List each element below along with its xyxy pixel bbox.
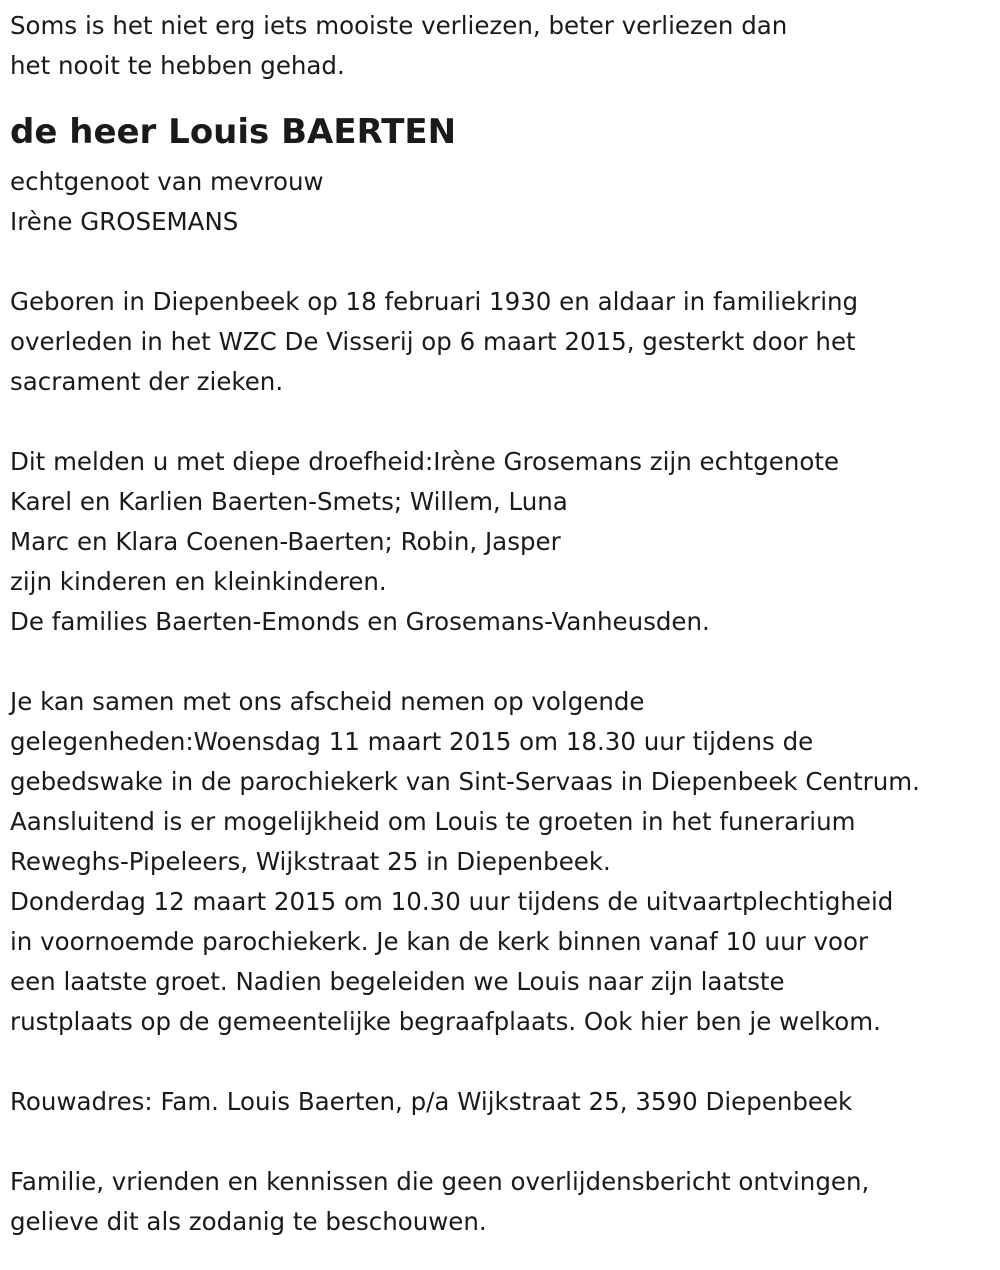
text-line: in voornoemde parochiekerk. Je kan de kerk binnen vanaf 10 uur voor <box>10 927 869 956</box>
quote-line: Soms is het niet erg iets mooiste verliezen, beter verliezen dan <box>10 11 788 40</box>
text-line: rustplaats op de gemeentelijke begraafplaats. Ook hier ben je welkom. <box>10 1007 881 1036</box>
text-line: gebedswake in de parochiekerk van Sint-Servaas in Diepenbeek Centrum. <box>10 767 920 796</box>
quote-line: het nooit te hebben gehad. <box>10 51 345 80</box>
text-line: overleden in het WZC De Visserij op 6 maart 2015, gesterkt door het <box>10 327 856 356</box>
spouse-line: echtgenoot van mevrouw <box>10 167 324 196</box>
ceremony-details <box>10 682 920 1042</box>
text-line: Aansluitend is er mogelijkheid om Louis te groeten in het funerarium <box>10 807 856 836</box>
text-line: sacrament der zieken. <box>10 367 284 396</box>
text-line: Karel en Karlien Baerten-Smets; Willem, Luna <box>10 487 568 516</box>
text-line: Marc en Klara Coenen-Baerten; Robin, Jasper <box>10 527 561 556</box>
text-line: De families Baerten-Emonds en Grosemans-Vanheusden. <box>10 607 710 636</box>
spouse-line: Irène GROSEMANS <box>10 207 239 236</box>
text-line: Dit melden u met diepe droefheid:Irène Grosemans zijn echtgenote <box>10 447 840 476</box>
deceased-name-heading: de heer Louis BAERTEN <box>10 112 457 152</box>
mourning-address: Rouwadres: Fam. Louis Baerten, p/a Wijkstraat 25, 3590 Diepenbeek <box>10 1087 853 1116</box>
quote <box>10 6 920 86</box>
text-line: zijn kinderen en kleinkinderen. <box>10 567 387 596</box>
birth-death-info <box>10 282 920 402</box>
text-line: Familie, vrienden en kennissen die geen overlijdensbericht ontvingen, <box>10 1167 870 1196</box>
text-line: een laatste groet. Nadien begeleiden we Louis naar zijn laatste <box>10 967 785 996</box>
family-announcement <box>10 442 920 642</box>
closing-note <box>10 1162 920 1242</box>
obituary-document <box>10 6 920 1242</box>
text-line: gelieve dit als zodanig te beschouwen. <box>10 1207 487 1236</box>
spouse-info <box>10 162 920 242</box>
text-line: Geboren in Diepenbeek op 18 februari 1930 en aldaar in familiekring <box>10 287 859 316</box>
text-line: gelegenheden:Woensdag 11 maart 2015 om 18.30 uur tijdens de <box>10 727 814 756</box>
text-line: Donderdag 12 maart 2015 om 10.30 uur tijdens de uitvaartplechtigheid <box>10 887 894 916</box>
text-line: Je kan samen met ons afscheid nemen op volgende <box>10 687 645 716</box>
text-line: Reweghs-Pipeleers, Wijkstraat 25 in Diepenbeek. <box>10 847 611 876</box>
